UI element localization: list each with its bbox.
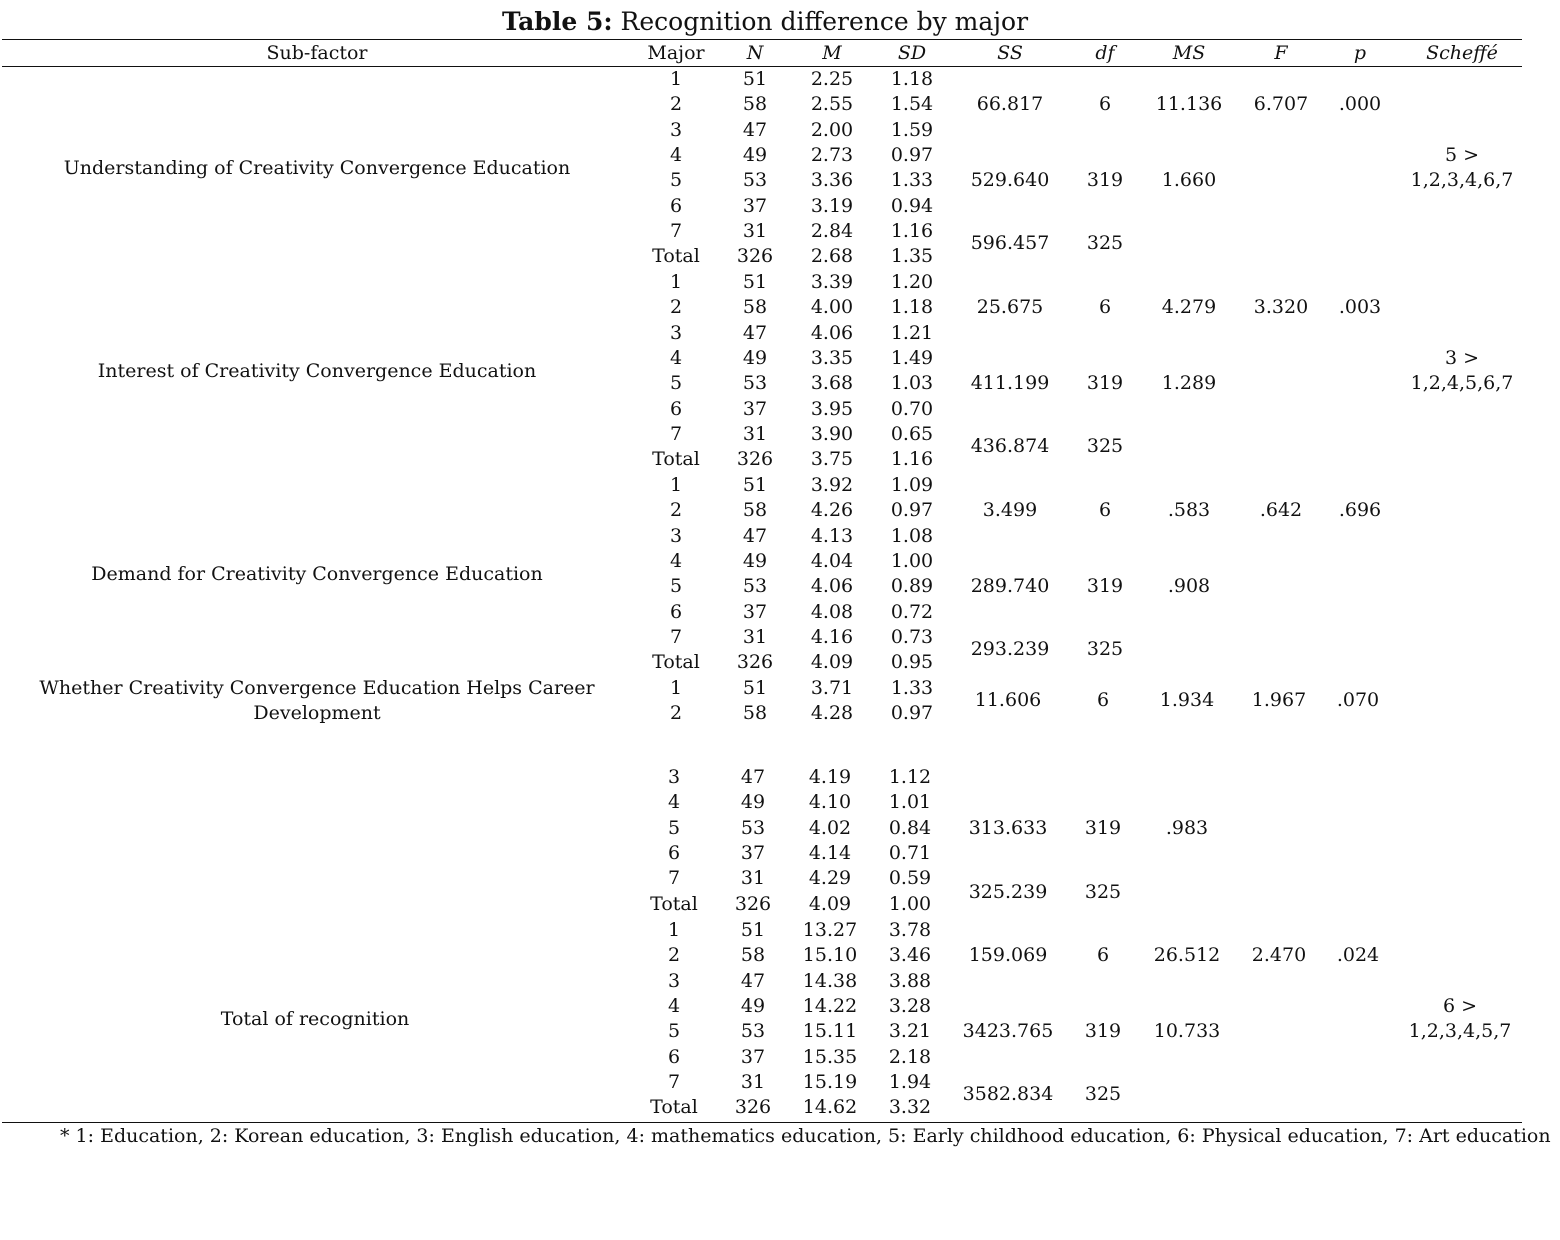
cell-scheffe: 5 > <box>1444 144 1480 166</box>
cell-sd: 0.89 <box>890 575 934 597</box>
cell-sd: 0.73 <box>890 626 934 648</box>
cell-scheffe: 6 > <box>1442 995 1478 1017</box>
cell-n: 326 <box>734 1096 772 1118</box>
col-header-ms: MS <box>1172 42 1206 64</box>
cell-m: 4.10 <box>808 791 852 813</box>
col-header-m: M <box>822 42 842 64</box>
cell-m: 4.06 <box>810 575 854 597</box>
cell-m: 15.10 <box>802 944 858 966</box>
cell-n: 58 <box>742 702 768 724</box>
cell-df-total: 325 <box>1086 435 1124 457</box>
cell-m: 4.29 <box>808 867 852 889</box>
cell-m: 4.08 <box>810 601 854 623</box>
col-header-major: Major <box>647 42 705 64</box>
cell-n: 47 <box>740 970 766 992</box>
cell-df-within: 319 <box>1086 372 1124 394</box>
cell-major: 7 <box>667 867 681 889</box>
cell-n: 51 <box>740 919 766 941</box>
cell-f-between: 3.320 <box>1253 296 1309 318</box>
cell-m: 2.84 <box>810 220 854 242</box>
cell-ms-within: .983 <box>1165 817 1209 839</box>
cell-m: 3.19 <box>810 195 854 217</box>
cell-df-between: 6 <box>1096 944 1110 966</box>
cell-sd: 1.94 <box>888 1071 932 1093</box>
cell-sd: 0.94 <box>890 195 934 217</box>
cell-ms-within: .908 <box>1167 575 1211 597</box>
cell-n: 326 <box>734 893 772 915</box>
cell-n: 47 <box>740 766 766 788</box>
cell-ss-within: 313.633 <box>968 817 1048 839</box>
cell-n: 37 <box>742 195 768 217</box>
subfactor-label <box>22 676 612 726</box>
cell-n: 51 <box>742 68 768 90</box>
table-caption: Recognition difference by major <box>620 7 1029 36</box>
cell-df-within: 319 <box>1084 1020 1122 1042</box>
cell-m: 15.11 <box>802 1020 858 1042</box>
cell-m: 2.55 <box>810 93 854 115</box>
cell-n: 58 <box>742 296 768 318</box>
cell-ss-between: 66.817 <box>976 93 1044 115</box>
cell-m: 14.38 <box>802 970 858 992</box>
cell-m: 4.16 <box>810 626 854 648</box>
cell-m: 4.26 <box>810 499 854 521</box>
cell-m: 4.19 <box>808 766 852 788</box>
cell-major: Total <box>650 1096 698 1118</box>
cell-major: 4 <box>669 347 683 369</box>
cell-m: 3.36 <box>810 169 854 191</box>
table-title <box>0 7 1530 36</box>
cell-ss-within: 411.199 <box>970 372 1050 394</box>
cell-ms-within: 1.289 <box>1161 372 1217 394</box>
cell-m: 4.13 <box>810 525 854 547</box>
cell-sd: 3.32 <box>888 1096 932 1118</box>
cell-sd: 0.72 <box>890 601 934 623</box>
subfactor-line: Demand for Creativity Convergence Education <box>91 563 543 585</box>
col-header-df: df <box>1095 42 1115 64</box>
cell-p-between: .000 <box>1338 93 1382 115</box>
cell-n: 51 <box>742 271 768 293</box>
cell-m: 4.28 <box>810 702 854 724</box>
cell-p-between: .024 <box>1336 944 1380 966</box>
col-header-p: p <box>1353 42 1367 64</box>
cell-m: 3.90 <box>810 423 854 445</box>
cell-sd: 1.03 <box>890 372 934 394</box>
cell-sd: 1.49 <box>890 347 934 369</box>
col-header-ss: SS <box>997 42 1023 64</box>
cell-major: 7 <box>669 220 683 242</box>
cell-df-between: 6 <box>1098 499 1112 521</box>
cell-ms-between: 1.934 <box>1159 689 1215 711</box>
cell-m: 4.09 <box>808 893 852 915</box>
cell-m: 3.35 <box>810 347 854 369</box>
cell-df-between: 6 <box>1098 296 1112 318</box>
cell-sd: 0.70 <box>890 398 934 420</box>
cell-sd: 1.16 <box>890 448 934 470</box>
cell-major: 1 <box>667 919 681 941</box>
cell-df-between: 6 <box>1096 689 1110 711</box>
cell-n: 49 <box>740 995 766 1017</box>
table-label: Table 5: <box>501 7 613 36</box>
subfactor-label <box>22 562 612 587</box>
cell-f-between: 6.707 <box>1253 93 1309 115</box>
cell-sd: 3.21 <box>888 1020 932 1042</box>
cell-m: 2.68 <box>810 245 854 267</box>
cell-major: 2 <box>669 499 683 521</box>
cell-major: Total <box>652 245 700 267</box>
cell-sd: 0.84 <box>888 817 932 839</box>
cell-major: 5 <box>669 372 683 394</box>
cell-sd: 1.18 <box>890 296 934 318</box>
cell-major: 4 <box>669 550 683 572</box>
subfactor-line: Total of recognition <box>220 1008 410 1030</box>
cell-df-within: 319 <box>1086 169 1124 191</box>
cell-ss-between: 3.499 <box>982 499 1038 521</box>
cell-ms-between: 11.136 <box>1155 93 1223 115</box>
cell-major: 5 <box>667 1020 681 1042</box>
cell-n: 47 <box>742 322 768 344</box>
cell-n: 58 <box>742 93 768 115</box>
cell-n: 326 <box>736 245 774 267</box>
cell-major: 3 <box>667 970 681 992</box>
cell-ss-within: 3423.765 <box>962 1020 1054 1042</box>
cell-n: 53 <box>742 169 768 191</box>
cell-ss-between: 159.069 <box>968 944 1048 966</box>
cell-major: 7 <box>667 1071 681 1093</box>
cell-ms-between: 4.279 <box>1161 296 1217 318</box>
cell-major: 3 <box>669 119 683 141</box>
cell-n: 31 <box>742 220 768 242</box>
cell-sd: 1.20 <box>890 271 934 293</box>
cell-major: 5 <box>669 169 683 191</box>
cell-major: 5 <box>667 817 681 839</box>
cell-ss-within: 529.640 <box>970 169 1050 191</box>
cell-sd: 0.71 <box>888 842 932 864</box>
subfactor-label <box>22 156 612 181</box>
cell-major: 3 <box>669 525 683 547</box>
cell-m: 4.14 <box>808 842 852 864</box>
cell-n: 58 <box>740 944 766 966</box>
cell-major: 4 <box>667 791 681 813</box>
cell-n: 49 <box>742 347 768 369</box>
cell-major: 3 <box>669 322 683 344</box>
cell-df-total: 325 <box>1084 1083 1122 1105</box>
cell-sd: 2.18 <box>888 1046 932 1068</box>
cell-sd: 1.59 <box>890 119 934 141</box>
cell-sd: 0.95 <box>890 651 934 673</box>
cell-major: Total <box>652 448 700 470</box>
cell-n: 47 <box>742 525 768 547</box>
cell-sd: 1.00 <box>890 550 934 572</box>
cell-ss-total: 3582.834 <box>962 1083 1054 1105</box>
cell-m: 2.73 <box>810 144 854 166</box>
cell-n: 49 <box>740 791 766 813</box>
cell-major: 1 <box>669 474 683 496</box>
cell-ss-between: 11.606 <box>974 689 1042 711</box>
cell-sd: 1.00 <box>888 893 932 915</box>
cell-m: 3.71 <box>810 677 854 699</box>
cell-n: 58 <box>742 499 768 521</box>
cell-n: 53 <box>742 575 768 597</box>
cell-major: 1 <box>669 271 683 293</box>
subfactor-line: Interest of Creativity Convergence Education <box>97 360 537 382</box>
cell-major: 4 <box>667 995 681 1017</box>
cell-n: 31 <box>740 1071 766 1093</box>
cell-ss-within: 289.740 <box>970 575 1050 597</box>
cell-f-between: .642 <box>1259 499 1303 521</box>
cell-ms-within: 1.660 <box>1161 169 1217 191</box>
cell-m: 2.25 <box>810 68 854 90</box>
col-header-sd: SD <box>897 42 927 64</box>
cell-major: 1 <box>669 68 683 90</box>
cell-n: 47 <box>742 119 768 141</box>
cell-n: 53 <box>740 1020 766 1042</box>
cell-n: 31 <box>742 626 768 648</box>
cell-m: 15.19 <box>802 1071 858 1093</box>
cell-sd: 1.12 <box>888 766 932 788</box>
cell-major: 2 <box>669 296 683 318</box>
cell-sd: 1.35 <box>890 245 934 267</box>
cell-sd: 3.78 <box>888 919 932 941</box>
cell-sd: 1.16 <box>890 220 934 242</box>
cell-ss-total: 436.874 <box>970 435 1050 457</box>
cell-ms-between: .583 <box>1167 499 1211 521</box>
cell-n: 51 <box>742 677 768 699</box>
cell-major: 6 <box>669 195 683 217</box>
cell-ms-between: 26.512 <box>1153 944 1221 966</box>
cell-major: 2 <box>669 702 683 724</box>
cell-m: 4.04 <box>810 550 854 572</box>
subfactor-line: Understanding of Creativity Convergence Education <box>63 157 571 179</box>
cell-ms-within: 10.733 <box>1153 1020 1221 1042</box>
cell-major: 5 <box>669 575 683 597</box>
cell-sd: 0.97 <box>890 702 934 724</box>
cell-n: 53 <box>742 372 768 394</box>
cell-ss-total: 325.239 <box>968 881 1048 903</box>
cell-m: 15.35 <box>802 1046 858 1068</box>
footnote: * 1: Education, 2: Korean education, 3: English education, 4: mathematics education, 5: Early childhood education, 6: Physical education, 7: Art education <box>60 1125 1551 1147</box>
cell-n: 49 <box>742 144 768 166</box>
cell-scheffe: 1,2,3,4,6,7 <box>1410 169 1514 191</box>
cell-df-between: 6 <box>1098 93 1112 115</box>
cell-df-within: 319 <box>1086 575 1124 597</box>
cell-n: 37 <box>740 842 766 864</box>
cell-sd: 3.46 <box>888 944 932 966</box>
cell-major: 6 <box>669 398 683 420</box>
cell-df-total: 325 <box>1086 232 1124 254</box>
cell-m: 14.62 <box>802 1096 858 1118</box>
cell-df-total: 325 <box>1084 881 1122 903</box>
subfactor-line: Development <box>253 702 381 724</box>
cell-m: 14.22 <box>802 995 858 1017</box>
cell-sd: 1.33 <box>890 169 934 191</box>
cell-major: 7 <box>669 423 683 445</box>
col-header-n: N <box>746 42 764 64</box>
cell-n: 31 <box>742 423 768 445</box>
cell-m: 3.95 <box>810 398 854 420</box>
subfactor-line: Whether Creativity Convergence Education Helps Career <box>39 677 595 699</box>
cell-sd: 3.88 <box>888 970 932 992</box>
cell-m: 4.00 <box>810 296 854 318</box>
cell-n: 37 <box>742 601 768 623</box>
subfactor-label <box>22 359 612 384</box>
cell-major: Total <box>650 893 698 915</box>
cell-major: 2 <box>667 944 681 966</box>
cell-sd: 1.09 <box>890 474 934 496</box>
cell-major: 3 <box>667 766 681 788</box>
bottom-rule <box>2 1122 1522 1123</box>
cell-scheffe: 3 > <box>1444 347 1480 369</box>
cell-m: 4.06 <box>810 322 854 344</box>
cell-scheffe: 1,2,3,4,5,7 <box>1408 1020 1512 1042</box>
cell-sd: 0.65 <box>890 423 934 445</box>
cell-f-between: 2.470 <box>1251 944 1307 966</box>
cell-sd: 0.59 <box>888 867 932 889</box>
cell-n: 49 <box>742 550 768 572</box>
cell-sd: 0.97 <box>890 499 934 521</box>
col-header-subfactor: Sub-factor <box>266 42 368 64</box>
cell-m: 3.75 <box>810 448 854 470</box>
cell-m: 2.00 <box>810 119 854 141</box>
cell-sd: 1.21 <box>890 322 934 344</box>
cell-major: 6 <box>669 601 683 623</box>
cell-m: 4.02 <box>808 817 852 839</box>
cell-m: 3.39 <box>810 271 854 293</box>
cell-m: 4.09 <box>810 651 854 673</box>
cell-sd: 1.08 <box>890 525 934 547</box>
cell-major: 6 <box>667 842 681 864</box>
cell-major: 6 <box>667 1046 681 1068</box>
cell-major: 1 <box>669 677 683 699</box>
cell-n: 326 <box>736 448 774 470</box>
cell-sd: 3.28 <box>888 995 932 1017</box>
cell-m: 3.68 <box>810 372 854 394</box>
cell-major: 4 <box>669 144 683 166</box>
cell-scheffe: 1,2,4,5,6,7 <box>1410 372 1514 394</box>
cell-n: 37 <box>740 1046 766 1068</box>
cell-m: 3.92 <box>810 474 854 496</box>
cell-m: 13.27 <box>802 919 858 941</box>
cell-sd: 0.97 <box>890 144 934 166</box>
col-header-scheffe: Scheffé <box>1426 42 1498 64</box>
cell-major: 7 <box>669 626 683 648</box>
cell-ss-total: 293.239 <box>970 638 1050 660</box>
cell-major: Total <box>652 651 700 673</box>
cell-sd: 1.54 <box>890 93 934 115</box>
cell-n: 37 <box>742 398 768 420</box>
col-header-f: F <box>1274 42 1288 64</box>
cell-sd: 1.01 <box>888 791 932 813</box>
cell-df-within: 319 <box>1084 817 1122 839</box>
subfactor-label <box>20 1007 610 1032</box>
cell-n: 51 <box>742 474 768 496</box>
cell-ss-between: 25.675 <box>976 296 1044 318</box>
cell-f-between: 1.967 <box>1251 689 1307 711</box>
cell-ss-total: 596.457 <box>970 232 1050 254</box>
cell-n: 326 <box>736 651 774 673</box>
top-rule <box>2 39 1522 40</box>
cell-major: 2 <box>669 93 683 115</box>
cell-p-between: .003 <box>1338 296 1382 318</box>
cell-p-between: .070 <box>1336 689 1380 711</box>
cell-sd: 1.18 <box>890 68 934 90</box>
cell-n: 31 <box>740 867 766 889</box>
cell-sd: 1.33 <box>890 677 934 699</box>
cell-p-between: .696 <box>1338 499 1382 521</box>
cell-df-total: 325 <box>1086 638 1124 660</box>
cell-n: 53 <box>740 817 766 839</box>
